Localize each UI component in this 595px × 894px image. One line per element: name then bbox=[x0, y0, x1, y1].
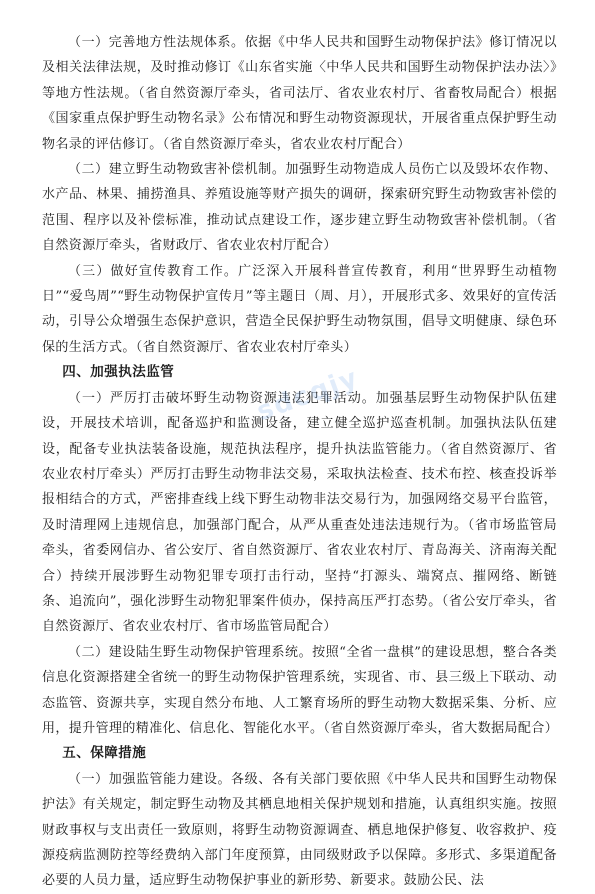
paragraph-crackdown-crimes: （一）严厉打击破坏野生动物资源违法犯罪活动。加强基层野生动物保护队伍建设，开展技术培训，配备巡护和监测设备，建立健全巡护巡查机制。加强执法队伍建设，配备专业执法装备设施，规范执法程序，提升执法监管能力。（省自然资源厅、省农业农村厅牵头）严厉打击野生动物非法交易，采取执法检查、技术布控、核查投诉举报相结合的方式，严密排查线上线下野生动物非法交易行为，加强网络交易平台监管，及时清理网上违规信息，加强部门配合，从严从重查处违法违规行为。（省市场监管局牵头，省委网信办、省公安厅、省自然资源厅、省农业农村厅、青岛海关、济南海关配合）持续开展涉野生动物犯罪专项打击行动，坚持“打源头、端窝点、摧网络、断链条、追流向”，强化涉野生动物犯罪案件侦办，保持高压严打态势。（省公安厅牵头，省自然资源厅、省农业农村厅、省市场监管局配合） bbox=[42, 390, 557, 635]
watermark: sdcqjy bbox=[253, 362, 363, 428]
paragraph-compensation-mechanism: （二）建立野生动物致害补偿机制。加强野生动物造成人员伤亡以及毁坏农作物、水产品、林果、捕捞渔具、养殖设施等财产损失的调研，探索研究野生动物致害补偿的范围、程序以及补偿标准，推动试点建设工作，逐步建立野生动物致害补偿机制。（省自然资源厅牵头，省财政厅、省农业农村厅配合） bbox=[42, 162, 557, 254]
section-heading-safeguards: 五、保障措施 bbox=[62, 745, 147, 762]
paragraph-supervision-capacity: （一）加强监管能力建设。各级、各有关部门要依照《中华人民共和国野生动物保护法》有关规定，制定野生动物及其栖息地相关保护规划和措施，认真组织实施。按照财政事权与支出责任一致原则，将野生动物资源调查、栖息地保护修复、收容救护、疫源疫病监测防控等经费纳入部门年度预算，由同级财政予以保障。多形式、多渠道配备必要的人员力量，适应野生动物保护事业的新形势、新要求。鼓励公民、法 bbox=[42, 771, 557, 889]
paragraph-publicity-education: （三）做好宣传教育工作。广泛深入开展科普宣传教育，利用“世界野生动植物日”“爱鸟周”“野生动物保护宣传月”等主题日（周、月），开展形式多、效果好的宣传活动，引导公众增强生态保护意识，营造全民保护野生动物氛围，倡导文明健康、绿色环保的生活方式。（省自然资源厅、省农业农村厅牵头） bbox=[42, 263, 557, 355]
paragraph-local-regulations: （一）完善地方性法规体系。依据《中华人民共和国野生动物保护法》修订情况以及相关法律法规，及时推动修订《山东省实施〈中华人民共和国野生动物保护法办法〉》等地方性法规。（省自然资源厅牵头，省司法厅、省农业农村厅、省畜牧局配合）根据《国家重点保护野生动物名录》公布情况和野生动物资源现状，开展省重点保护野生动物名录的评估修订。（省自然资源厅牵头，省农业农村厅配合） bbox=[42, 35, 557, 152]
section-heading-law-enforcement: 四、加强执法监管 bbox=[62, 364, 175, 381]
paragraph-management-system: （二）建设陆生野生动物保护管理系统。按照“全省一盘棋”的建设思想，整合各类信息化资源搭建全省统一的野生动物保护管理系统，实现省、市、县三级上下联动、动态监管、资源共享，实现自然分布地、人工繁育场所的野生动物大数据采集、分析、应用，提升管理的精准化、信息化、智能化水平。（省自然资源厅牵头，省大数据局配合） bbox=[42, 644, 559, 736]
